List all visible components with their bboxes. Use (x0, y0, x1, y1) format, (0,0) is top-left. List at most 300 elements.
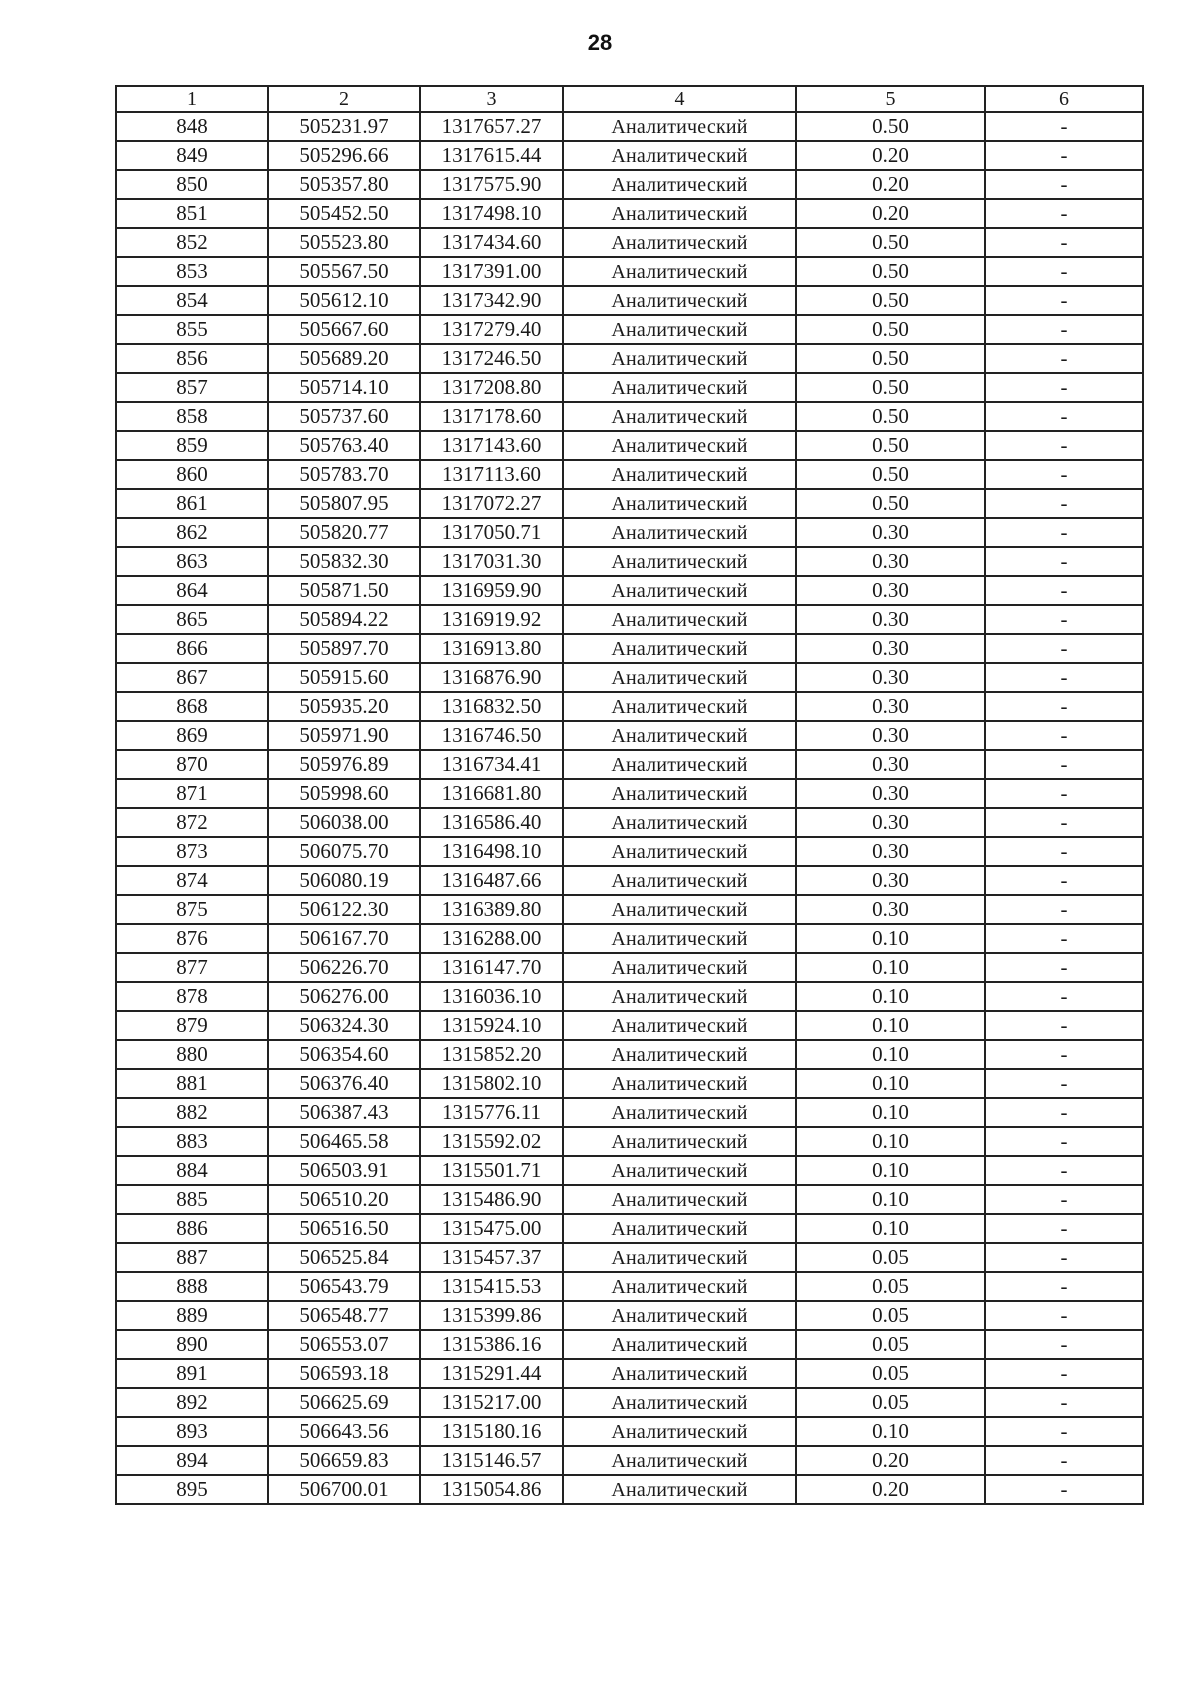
method-cell: Аналитический (563, 808, 796, 837)
method-cell: Аналитический (563, 1272, 796, 1301)
table-row (116, 692, 1143, 721)
accuracy-cell: 0.05 (796, 1272, 985, 1301)
method-cell: Аналитический (563, 750, 796, 779)
point-number-cell: 887 (116, 1243, 268, 1272)
note-cell: - (985, 634, 1143, 663)
point-number-cell: 885 (116, 1185, 268, 1214)
point-number-cell: 880 (116, 1040, 268, 1069)
accuracy-cell: 0.30 (796, 837, 985, 866)
point-number-cell: 849 (116, 141, 268, 170)
y-coordinate-cell: 1316919.92 (420, 605, 563, 634)
point-number-cell: 859 (116, 431, 268, 460)
accuracy-cell: 0.50 (796, 228, 985, 257)
point-number-cell: 881 (116, 1069, 268, 1098)
point-number-cell: 890 (116, 1330, 268, 1359)
accuracy-cell: 0.30 (796, 518, 985, 547)
accuracy-cell: 0.10 (796, 1156, 985, 1185)
method-cell: Аналитический (563, 1127, 796, 1156)
note-cell: - (985, 1214, 1143, 1243)
accuracy-cell: 0.05 (796, 1388, 985, 1417)
y-coordinate-cell: 1315592.02 (420, 1127, 563, 1156)
accuracy-cell: 0.50 (796, 489, 985, 518)
x-coordinate-cell: 505452.50 (268, 199, 420, 228)
note-cell: - (985, 1330, 1143, 1359)
y-coordinate-cell: 1317031.30 (420, 547, 563, 576)
y-coordinate-cell: 1315802.10 (420, 1069, 563, 1098)
method-cell: Аналитический (563, 1301, 796, 1330)
method-cell: Аналитический (563, 1446, 796, 1475)
point-number-cell: 886 (116, 1214, 268, 1243)
point-number-cell: 854 (116, 286, 268, 315)
y-coordinate-cell: 1317208.80 (420, 373, 563, 402)
table-row (116, 518, 1143, 547)
note-cell: - (985, 170, 1143, 199)
y-coordinate-cell: 1315776.11 (420, 1098, 563, 1127)
column-header-6: 6 (985, 86, 1143, 112)
accuracy-cell: 0.10 (796, 1417, 985, 1446)
y-coordinate-cell: 1317498.10 (420, 199, 563, 228)
x-coordinate-cell: 506324.30 (268, 1011, 420, 1040)
x-coordinate-cell: 506516.50 (268, 1214, 420, 1243)
x-coordinate-cell: 506510.20 (268, 1185, 420, 1214)
table-header-row (116, 86, 1143, 112)
accuracy-cell: 0.10 (796, 1069, 985, 1098)
point-number-cell: 877 (116, 953, 268, 982)
method-cell: Аналитический (563, 1098, 796, 1127)
y-coordinate-cell: 1316498.10 (420, 837, 563, 866)
x-coordinate-cell: 505998.60 (268, 779, 420, 808)
accuracy-cell: 0.30 (796, 547, 985, 576)
point-number-cell: 883 (116, 1127, 268, 1156)
note-cell: - (985, 692, 1143, 721)
table-row (116, 344, 1143, 373)
point-number-cell: 864 (116, 576, 268, 605)
note-cell: - (985, 779, 1143, 808)
point-number-cell: 892 (116, 1388, 268, 1417)
table-row (116, 1359, 1143, 1388)
accuracy-cell: 0.50 (796, 460, 985, 489)
method-cell: Аналитический (563, 170, 796, 199)
note-cell: - (985, 982, 1143, 1011)
y-coordinate-cell: 1316487.66 (420, 866, 563, 895)
y-coordinate-cell: 1316681.80 (420, 779, 563, 808)
x-coordinate-cell: 505783.70 (268, 460, 420, 489)
point-number-cell: 868 (116, 692, 268, 721)
note-cell: - (985, 315, 1143, 344)
accuracy-cell: 0.30 (796, 895, 985, 924)
y-coordinate-cell: 1317657.27 (420, 112, 563, 141)
note-cell: - (985, 1417, 1143, 1446)
note-cell: - (985, 199, 1143, 228)
table-row (116, 953, 1143, 982)
x-coordinate-cell: 506038.00 (268, 808, 420, 837)
x-coordinate-cell: 506080.19 (268, 866, 420, 895)
point-number-cell: 857 (116, 373, 268, 402)
method-cell: Аналитический (563, 895, 796, 924)
note-cell: - (985, 953, 1143, 982)
note-cell: - (985, 112, 1143, 141)
accuracy-cell: 0.30 (796, 779, 985, 808)
method-cell: Аналитический (563, 112, 796, 141)
table-row (116, 315, 1143, 344)
note-cell: - (985, 431, 1143, 460)
method-cell: Аналитический (563, 1069, 796, 1098)
table-row (116, 895, 1143, 924)
point-number-cell: 895 (116, 1475, 268, 1504)
x-coordinate-cell: 505871.50 (268, 576, 420, 605)
note-cell: - (985, 1446, 1143, 1475)
note-cell: - (985, 547, 1143, 576)
table-row (116, 402, 1143, 431)
method-cell: Аналитический (563, 576, 796, 605)
accuracy-cell: 0.30 (796, 576, 985, 605)
method-cell: Аналитический (563, 199, 796, 228)
y-coordinate-cell: 1316734.41 (420, 750, 563, 779)
point-number-cell: 862 (116, 518, 268, 547)
x-coordinate-cell: 506548.77 (268, 1301, 420, 1330)
method-cell: Аналитический (563, 1011, 796, 1040)
table-row (116, 1301, 1143, 1330)
point-number-cell: 894 (116, 1446, 268, 1475)
table-row (116, 808, 1143, 837)
note-cell: - (985, 663, 1143, 692)
note-cell: - (985, 402, 1143, 431)
table-row (116, 199, 1143, 228)
y-coordinate-cell: 1316832.50 (420, 692, 563, 721)
y-coordinate-cell: 1315486.90 (420, 1185, 563, 1214)
method-cell: Аналитический (563, 1243, 796, 1272)
accuracy-cell: 0.10 (796, 982, 985, 1011)
x-coordinate-cell: 505689.20 (268, 344, 420, 373)
note-cell: - (985, 1301, 1143, 1330)
point-number-cell: 879 (116, 1011, 268, 1040)
table-row (116, 779, 1143, 808)
method-cell: Аналитический (563, 402, 796, 431)
method-cell: Аналитический (563, 315, 796, 344)
x-coordinate-cell: 505737.60 (268, 402, 420, 431)
y-coordinate-cell: 1316959.90 (420, 576, 563, 605)
x-coordinate-cell: 505894.22 (268, 605, 420, 634)
accuracy-cell: 0.05 (796, 1243, 985, 1272)
note-cell: - (985, 1040, 1143, 1069)
accuracy-cell: 0.05 (796, 1330, 985, 1359)
x-coordinate-cell: 505667.60 (268, 315, 420, 344)
x-coordinate-cell: 506167.70 (268, 924, 420, 953)
accuracy-cell: 0.50 (796, 344, 985, 373)
table-row (116, 982, 1143, 1011)
accuracy-cell: 0.50 (796, 431, 985, 460)
method-cell: Аналитический (563, 286, 796, 315)
method-cell: Аналитический (563, 1417, 796, 1446)
accuracy-cell: 0.05 (796, 1301, 985, 1330)
point-number-cell: 848 (116, 112, 268, 141)
column-header-5: 5 (796, 86, 985, 112)
table-row (116, 170, 1143, 199)
point-number-cell: 891 (116, 1359, 268, 1388)
accuracy-cell: 0.10 (796, 1214, 985, 1243)
table-row (116, 1243, 1143, 1272)
point-number-cell: 873 (116, 837, 268, 866)
method-cell: Аналитический (563, 1388, 796, 1417)
y-coordinate-cell: 1315399.86 (420, 1301, 563, 1330)
table-row (116, 1214, 1143, 1243)
table-row (116, 1011, 1143, 1040)
table-row (116, 1272, 1143, 1301)
point-number-cell: 888 (116, 1272, 268, 1301)
y-coordinate-cell: 1317434.60 (420, 228, 563, 257)
accuracy-cell: 0.10 (796, 1185, 985, 1214)
x-coordinate-cell: 505714.10 (268, 373, 420, 402)
method-cell: Аналитический (563, 692, 796, 721)
x-coordinate-cell: 505296.66 (268, 141, 420, 170)
note-cell: - (985, 228, 1143, 257)
y-coordinate-cell: 1316288.00 (420, 924, 563, 953)
point-number-cell: 866 (116, 634, 268, 663)
note-cell: - (985, 518, 1143, 547)
y-coordinate-cell: 1317050.71 (420, 518, 563, 547)
table-row (116, 141, 1143, 170)
note-cell: - (985, 1272, 1143, 1301)
point-number-cell: 884 (116, 1156, 268, 1185)
x-coordinate-cell: 506700.01 (268, 1475, 420, 1504)
table-row (116, 431, 1143, 460)
note-cell: - (985, 1127, 1143, 1156)
point-number-cell: 852 (116, 228, 268, 257)
y-coordinate-cell: 1315415.53 (420, 1272, 563, 1301)
table-row (116, 576, 1143, 605)
note-cell: - (985, 460, 1143, 489)
table-row (116, 634, 1143, 663)
table-body (116, 112, 1143, 1504)
method-cell: Аналитический (563, 431, 796, 460)
table-row (116, 257, 1143, 286)
table-row (116, 750, 1143, 779)
table-row (116, 1127, 1143, 1156)
x-coordinate-cell: 506525.84 (268, 1243, 420, 1272)
table-row (116, 1388, 1143, 1417)
method-cell: Аналитический (563, 1359, 796, 1388)
y-coordinate-cell: 1315924.10 (420, 1011, 563, 1040)
point-number-cell: 853 (116, 257, 268, 286)
page-number: 28 (587, 30, 613, 55)
y-coordinate-cell: 1315457.37 (420, 1243, 563, 1272)
table-row (116, 837, 1143, 866)
note-cell: - (985, 344, 1143, 373)
note-cell: - (985, 1098, 1143, 1127)
accuracy-cell: 0.20 (796, 1446, 985, 1475)
x-coordinate-cell: 506226.70 (268, 953, 420, 982)
accuracy-cell: 0.10 (796, 1040, 985, 1069)
method-cell: Аналитический (563, 605, 796, 634)
method-cell: Аналитический (563, 489, 796, 518)
x-coordinate-cell: 506593.18 (268, 1359, 420, 1388)
y-coordinate-cell: 1315386.16 (420, 1330, 563, 1359)
x-coordinate-cell: 506387.43 (268, 1098, 420, 1127)
x-coordinate-cell: 505763.40 (268, 431, 420, 460)
x-coordinate-cell: 505897.70 (268, 634, 420, 663)
note-cell: - (985, 605, 1143, 634)
point-number-cell: 882 (116, 1098, 268, 1127)
table-row (116, 1185, 1143, 1214)
table-row (116, 460, 1143, 489)
accuracy-cell: 0.20 (796, 1475, 985, 1504)
x-coordinate-cell: 505357.80 (268, 170, 420, 199)
y-coordinate-cell: 1316036.10 (420, 982, 563, 1011)
table-row (116, 663, 1143, 692)
table-row (116, 1040, 1143, 1069)
note-cell: - (985, 1185, 1143, 1214)
x-coordinate-cell: 506643.56 (268, 1417, 420, 1446)
table-row (116, 924, 1143, 953)
x-coordinate-cell: 506075.70 (268, 837, 420, 866)
point-number-cell: 860 (116, 460, 268, 489)
y-coordinate-cell: 1316586.40 (420, 808, 563, 837)
x-coordinate-cell: 506376.40 (268, 1069, 420, 1098)
method-cell: Аналитический (563, 924, 796, 953)
accuracy-cell: 0.20 (796, 199, 985, 228)
y-coordinate-cell: 1317072.27 (420, 489, 563, 518)
method-cell: Аналитический (563, 1185, 796, 1214)
note-cell: - (985, 286, 1143, 315)
accuracy-cell: 0.50 (796, 286, 985, 315)
y-coordinate-cell: 1315475.00 (420, 1214, 563, 1243)
x-coordinate-cell: 505935.20 (268, 692, 420, 721)
y-coordinate-cell: 1316147.70 (420, 953, 563, 982)
accuracy-cell: 0.30 (796, 663, 985, 692)
table-row (116, 1417, 1143, 1446)
table-row (116, 373, 1143, 402)
method-cell: Аналитический (563, 460, 796, 489)
method-cell: Аналитический (563, 721, 796, 750)
table-row (116, 1446, 1143, 1475)
point-number-cell: 867 (116, 663, 268, 692)
y-coordinate-cell: 1315054.86 (420, 1475, 563, 1504)
accuracy-cell: 0.05 (796, 1359, 985, 1388)
point-number-cell: 861 (116, 489, 268, 518)
x-coordinate-cell: 505612.10 (268, 286, 420, 315)
y-coordinate-cell: 1317113.60 (420, 460, 563, 489)
accuracy-cell: 0.30 (796, 692, 985, 721)
note-cell: - (985, 576, 1143, 605)
point-number-cell: 865 (116, 605, 268, 634)
method-cell: Аналитический (563, 141, 796, 170)
table-row (116, 1098, 1143, 1127)
y-coordinate-cell: 1315180.16 (420, 1417, 563, 1446)
note-cell: - (985, 808, 1143, 837)
point-number-cell: 856 (116, 344, 268, 373)
accuracy-cell: 0.30 (796, 721, 985, 750)
column-header-4: 4 (563, 86, 796, 112)
accuracy-cell: 0.20 (796, 170, 985, 199)
point-number-cell: 858 (116, 402, 268, 431)
method-cell: Аналитический (563, 1214, 796, 1243)
y-coordinate-cell: 1315291.44 (420, 1359, 563, 1388)
note-cell: - (985, 489, 1143, 518)
accuracy-cell: 0.30 (796, 605, 985, 634)
x-coordinate-cell: 505820.77 (268, 518, 420, 547)
y-coordinate-cell: 1315501.71 (420, 1156, 563, 1185)
method-cell: Аналитический (563, 1475, 796, 1504)
table-row (116, 866, 1143, 895)
note-cell: - (985, 1156, 1143, 1185)
method-cell: Аналитический (563, 1330, 796, 1359)
note-cell: - (985, 866, 1143, 895)
method-cell: Аналитический (563, 373, 796, 402)
point-number-cell: 870 (116, 750, 268, 779)
x-coordinate-cell: 505231.97 (268, 112, 420, 141)
point-number-cell: 871 (116, 779, 268, 808)
point-number-cell: 893 (116, 1417, 268, 1446)
accuracy-cell: 0.50 (796, 373, 985, 402)
method-cell: Аналитический (563, 228, 796, 257)
x-coordinate-cell: 506122.30 (268, 895, 420, 924)
note-cell: - (985, 837, 1143, 866)
accuracy-cell: 0.50 (796, 112, 985, 141)
accuracy-cell: 0.30 (796, 634, 985, 663)
note-cell: - (985, 373, 1143, 402)
method-cell: Аналитический (563, 344, 796, 373)
coordinates-table (115, 85, 1144, 1505)
x-coordinate-cell: 506659.83 (268, 1446, 420, 1475)
y-coordinate-cell: 1315146.57 (420, 1446, 563, 1475)
note-cell: - (985, 1069, 1143, 1098)
point-number-cell: 878 (116, 982, 268, 1011)
table-row (116, 547, 1143, 576)
x-coordinate-cell: 506276.00 (268, 982, 420, 1011)
note-cell: - (985, 750, 1143, 779)
x-coordinate-cell: 505523.80 (268, 228, 420, 257)
note-cell: - (985, 924, 1143, 953)
method-cell: Аналитический (563, 1040, 796, 1069)
accuracy-cell: 0.50 (796, 402, 985, 431)
point-number-cell: 874 (116, 866, 268, 895)
accuracy-cell: 0.50 (796, 315, 985, 344)
note-cell: - (985, 1388, 1143, 1417)
note-cell: - (985, 721, 1143, 750)
y-coordinate-cell: 1317178.60 (420, 402, 563, 431)
point-number-cell: 869 (116, 721, 268, 750)
point-number-cell: 850 (116, 170, 268, 199)
table-row (116, 228, 1143, 257)
y-coordinate-cell: 1317279.40 (420, 315, 563, 344)
y-coordinate-cell: 1316913.80 (420, 634, 563, 663)
y-coordinate-cell: 1317615.44 (420, 141, 563, 170)
table-row (116, 721, 1143, 750)
point-number-cell: 855 (116, 315, 268, 344)
note-cell: - (985, 1475, 1143, 1504)
method-cell: Аналитический (563, 982, 796, 1011)
y-coordinate-cell: 1317342.90 (420, 286, 563, 315)
y-coordinate-cell: 1317246.50 (420, 344, 563, 373)
y-coordinate-cell: 1315217.00 (420, 1388, 563, 1417)
note-cell: - (985, 1359, 1143, 1388)
accuracy-cell: 0.30 (796, 808, 985, 837)
method-cell: Аналитический (563, 257, 796, 286)
y-coordinate-cell: 1316389.80 (420, 895, 563, 924)
method-cell: Аналитический (563, 953, 796, 982)
x-coordinate-cell: 505567.50 (268, 257, 420, 286)
point-number-cell: 876 (116, 924, 268, 953)
x-coordinate-cell: 505807.95 (268, 489, 420, 518)
x-coordinate-cell: 506354.60 (268, 1040, 420, 1069)
x-coordinate-cell: 506503.91 (268, 1156, 420, 1185)
table-row (116, 286, 1143, 315)
method-cell: Аналитический (563, 547, 796, 576)
note-cell: - (985, 141, 1143, 170)
method-cell: Аналитический (563, 779, 796, 808)
table-row (116, 489, 1143, 518)
x-coordinate-cell: 505971.90 (268, 721, 420, 750)
